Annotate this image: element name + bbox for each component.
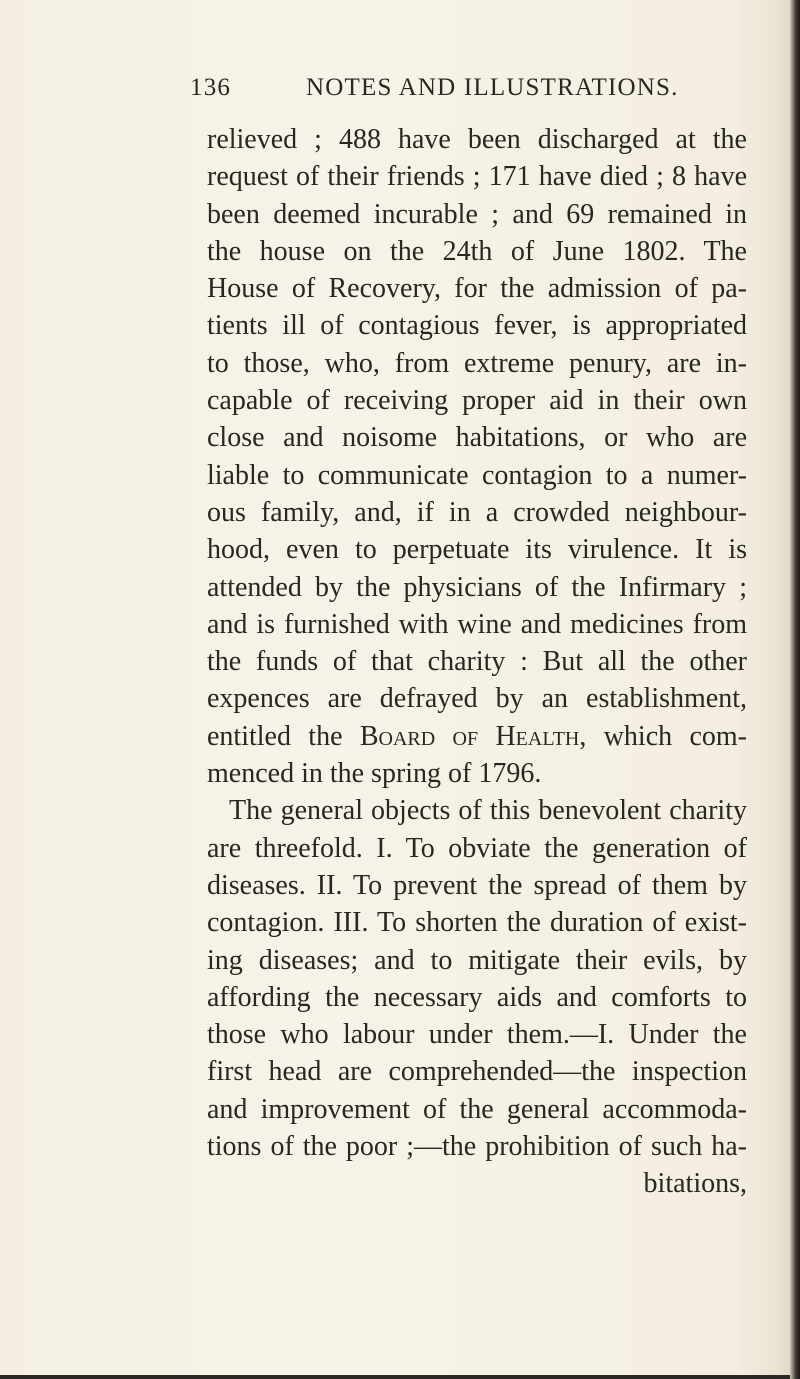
page-edge-shadow [790,0,800,1379]
text-line: the funds of that charity : But all the other [207,646,747,678]
paragraph-start-line: The general objects of this benevolent charity [229,795,747,827]
text-line: been deemed incurable ; and 69 remained in [207,198,747,230]
text-line: affording the necessary aids and comforts to [207,981,747,1013]
text-line: tients ill of contagious fever, is appropriated [207,310,747,342]
text-line: to those, who, from extreme penury, are in- [207,347,747,379]
text-line: and is furnished with wine and medicines from [207,608,747,640]
text-line: attended by the physicians of the Infirmary ; [207,571,747,603]
text-line: request of their friends ; 171 have died ; 8 have [207,161,747,193]
running-head [190,74,750,110]
text-line: first head are comprehended—the inspection [207,1056,747,1088]
text-line: are threefold. I. To obviate the generation of [207,832,747,864]
text-line: ing diseases; and to mitigate their evils, by [207,944,747,976]
text-line: expences are defrayed by an establishment, [207,683,747,715]
text-line: menced in the spring of 1796. [207,758,542,790]
text-line: and improvement of the general accommoda- [207,1093,747,1125]
text-line: ous family, and, if in a crowded neighbour- [207,496,747,528]
text-line-board-of-health [207,718,747,755]
catchword-line: bitations, [643,1168,747,1200]
text-line: close and noisome habitations, or who are [207,422,747,454]
body-text [207,121,747,1203]
text-fragment: entitled the [207,720,360,752]
text-line: diseases. II. To prevent the spread of them by [207,869,747,901]
bottom-edge-rule [0,1375,790,1379]
text-line: those who labour under them.—I. Under the [207,1019,747,1051]
running-title: NOTES AND ILLUSTRATIONS. [306,74,679,101]
board-of-health-name: Board of Health [359,720,580,752]
text-line: House of Recovery, for the admission of pa- [207,273,747,305]
text-fragment: , which com- [579,720,748,752]
text-line: contagion. III. To shorten the duration of exist- [207,907,747,939]
text-line: relieved ; 488 have been discharged at the [207,124,747,155]
text-line: the house on the 24th of June 1802. The [207,235,747,267]
text-line: capable of receiving proper aid in their own [207,385,747,417]
text-line: tions of the poor ;—the prohibition of such ha- [207,1131,747,1163]
text-line: liable to communicate contagion to a numer- [207,459,747,491]
page-number: 136 [190,74,232,101]
text-line: hood, even to perpetuate its virulence. It is [207,534,747,566]
